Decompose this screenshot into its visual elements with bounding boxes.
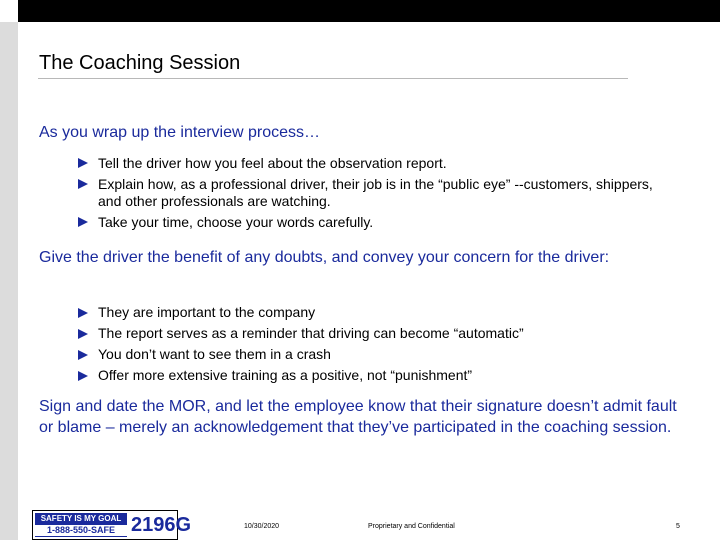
footer-confidential: Proprietary and Confidential <box>368 523 455 530</box>
triangle-arrow-icon <box>78 158 88 168</box>
safety-logo <box>32 510 192 540</box>
logo-number: 2196G <box>131 514 192 536</box>
bullet-text: They are important to the company <box>98 304 316 320</box>
bullet-text: Offer more extensive training as a positive, not “punishment” <box>98 367 473 383</box>
bullet-text: Explain how, as a professional driver, their job is in the “public eye” --customers, shippers, and other professionals are watching. <box>98 176 653 209</box>
triangle-arrow-icon <box>78 350 88 360</box>
triangle-arrow-icon <box>78 371 88 381</box>
bullet-text: You don’t want to see them in a crash <box>98 346 331 362</box>
left-bar <box>0 22 18 540</box>
bullet-item <box>78 323 678 344</box>
section2-bullet-list <box>78 302 678 386</box>
logo-badge <box>35 513 127 537</box>
bullet-item <box>78 214 678 231</box>
bullet-text: Tell the driver how you feel about the observation report. <box>98 155 447 171</box>
section3-heading: Sign and date the MOR, and let the employee know that their signature doesn’t admit fault or blame – merely an acknowledgement that they’ve participated in the coaching session. <box>39 398 677 436</box>
bullet-text: Take your time, choose your words carefully. <box>98 214 374 230</box>
section1-bullet-list <box>78 155 678 235</box>
bullet-item <box>78 344 678 365</box>
top-bar <box>18 0 720 22</box>
bullet-item <box>78 365 678 386</box>
slide-title: The Coaching Session <box>39 52 241 74</box>
triangle-arrow-icon <box>78 329 88 339</box>
triangle-arrow-icon <box>78 179 88 189</box>
bullet-item <box>78 302 678 323</box>
bullet-text: The report serves as a reminder that driving can become “automatic” <box>98 325 524 341</box>
triangle-arrow-icon <box>78 217 88 227</box>
logo-slogan: SAFETY IS MY GOAL <box>35 514 127 524</box>
footer-date: 10/30/2020 <box>244 523 280 530</box>
footer-page-number: 5 <box>676 523 680 530</box>
bullet-item <box>78 155 678 172</box>
bullet-item <box>78 176 678 210</box>
section2-heading: Give the driver the benefit of any doubts, and convey your concern for the driver: <box>39 249 610 266</box>
section1-heading: As you wrap up the interview process… <box>39 124 321 141</box>
triangle-arrow-icon <box>78 308 88 318</box>
logo-phone: 1-888-550-SAFE <box>35 525 127 536</box>
title-divider <box>38 78 628 79</box>
